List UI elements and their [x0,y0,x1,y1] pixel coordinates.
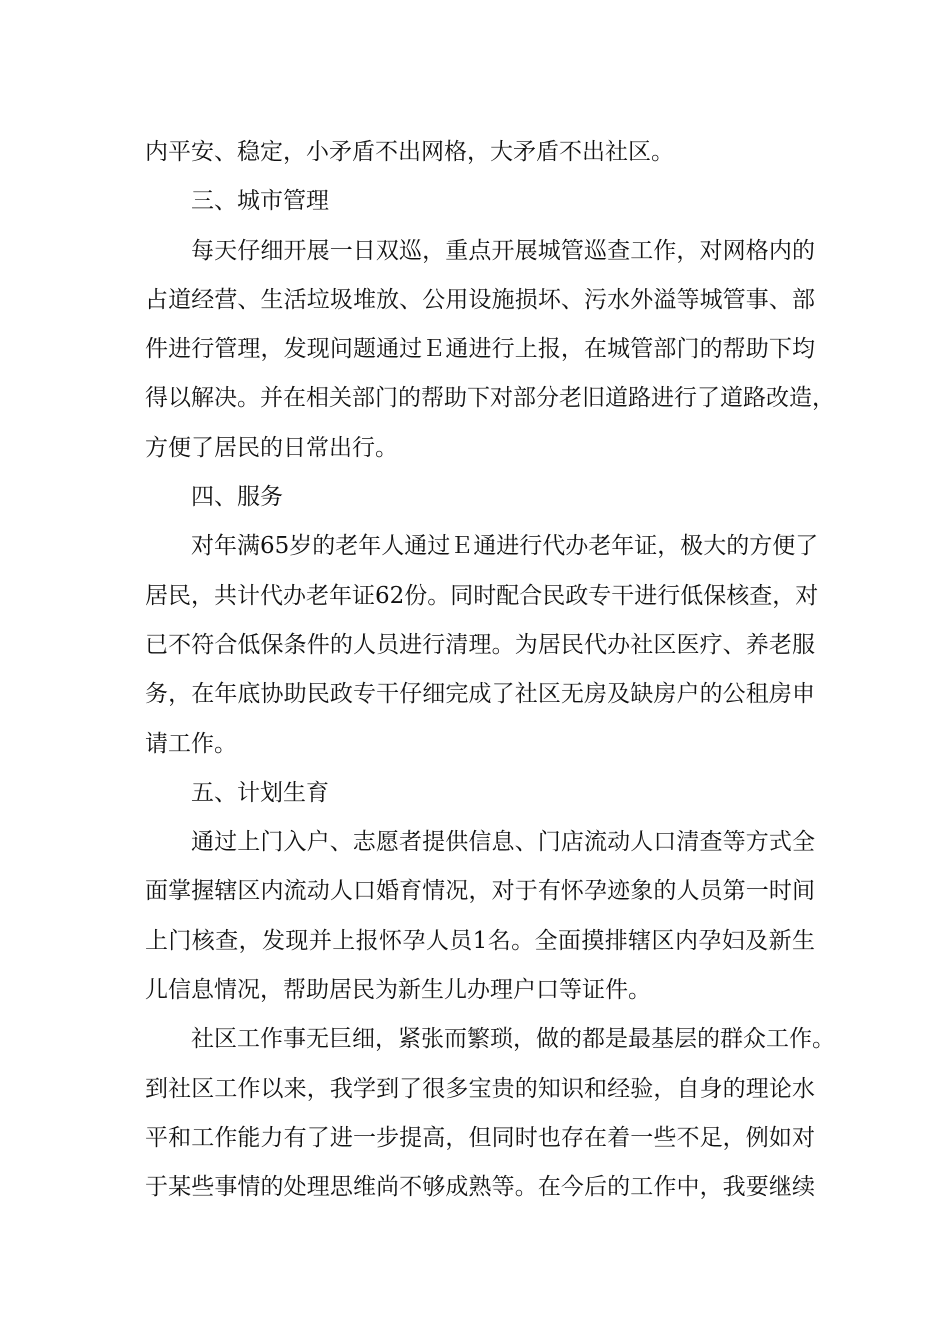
section-heading-city-management: 三、城市管理 [191,188,329,215]
paragraph-line: 得以解决。并在相关部门的帮助下对部分老旧道路进行了道路改造， [145,385,835,412]
paragraph-line: 通过上门入户、志愿者提供信息、门店流动人口清查等方式全 [191,829,815,856]
paragraph-line: 务，在年底协助民政专干仔细完成了社区无房及缺房户的公租房申 [145,681,815,708]
paragraph-line: 社区工作事无巨细，紧张而繁琐，做的都是最基层的群众工作。 [191,1026,835,1053]
paragraph-line: 到社区工作以来，我学到了很多宝贵的知识和经验，自身的理论水 [145,1075,815,1102]
paragraph-line: 儿信息情况，帮助居民为新生儿办理户口等证件。 [145,977,651,1004]
paragraph-line: 居民，共计代办老年证62份。同时配合民政专干进行低保核查，对 [145,582,819,609]
paragraph-line: 平和工作能力有了进一步提高，但同时也存在着一些不足，例如对 [145,1124,815,1151]
paragraph-line: 对年满65岁的老年人通过Ｅ通进行代办老年证，极大的方便了 [191,533,819,560]
paragraph-line: 已不符合低保条件的人员进行清理。为居民代办社区医疗、养老服 [145,631,815,658]
paragraph-line: 内平安、稳定，小矛盾不出网格，大矛盾不出社区。 [145,139,674,165]
paragraph-line: 件进行管理，发现问题通过Ｅ通进行上报，在城管部门的帮助下均 [145,336,815,363]
section-heading-family-planning: 五、计划生育 [191,779,329,806]
paragraph-line: 于某些事情的处理思维尚不够成熟等。在今后的工作中，我要继续 [145,1174,815,1201]
paragraph-line: 上门核查，发现并上报怀孕人员1名。全面摸排辖区内孕妇及新生 [145,927,815,954]
paragraph-line: 请工作。 [145,730,237,757]
paragraph-line: 方便了居民的日常出行。 [145,434,398,461]
paragraph-line: 每天仔细开展一日双巡，重点开展城管巡查工作，对网格内的 [191,237,815,264]
paragraph-line: 占道经营、生活垃圾堆放、公用设施损坏、污水外溢等城管事、部 [145,286,815,313]
document-body [145,128,835,1213]
section-heading-service: 四、服务 [191,484,283,511]
paragraph-line: 面掌握辖区内流动人口婚育情况，对于有怀孕迹象的人员第一时间 [145,878,815,905]
